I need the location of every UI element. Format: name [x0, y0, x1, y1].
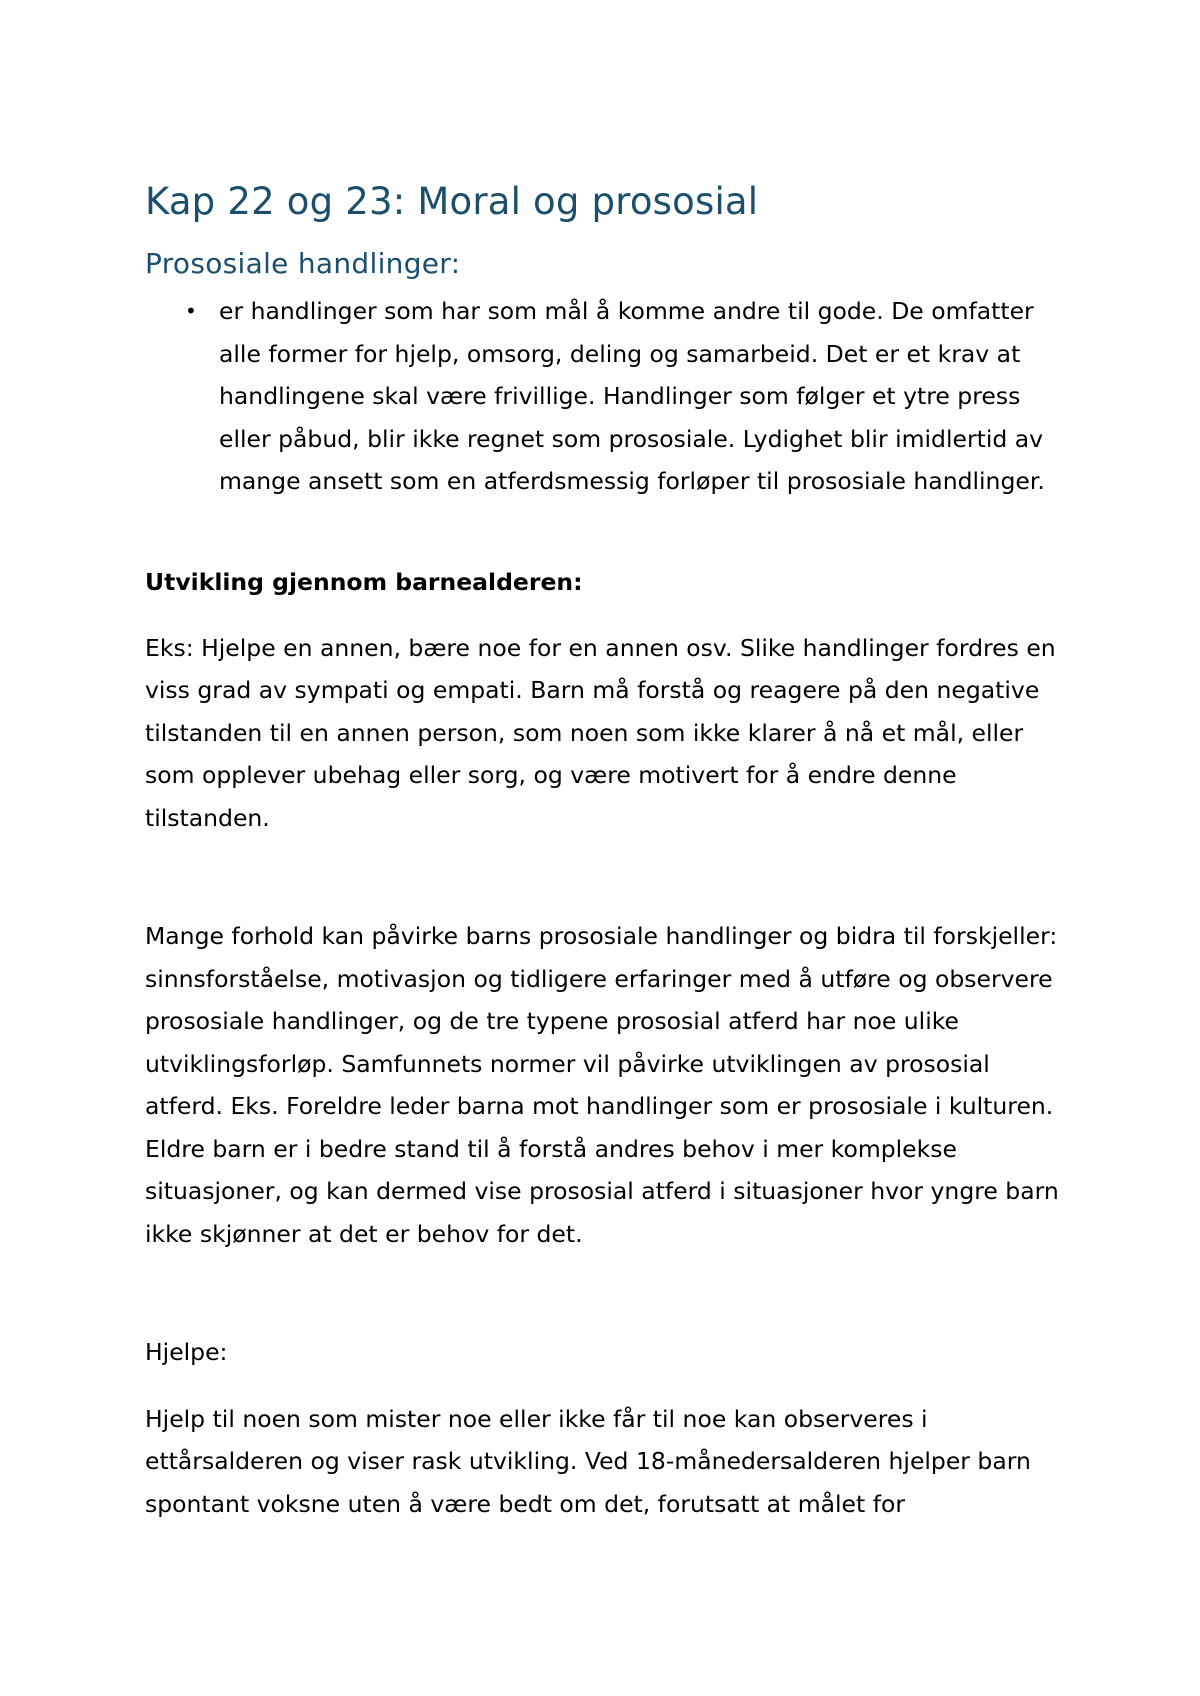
bullet-list	[145, 290, 1075, 503]
hjelpe-label: Hjelpe:	[145, 1338, 228, 1366]
section-subtitle: Prososiale handlinger:	[145, 247, 461, 280]
bullet-text: er handlinger som har som mål å komme andre til gode. De omfatter alle former for hjelp, omsorg, deling og samarbeid. Det er et krav at handlingene skal være frivillige. Handlinger som følger et ytre press eller påbud, blir ikke regnet som prososiale. Lydighet blir imidlertid av mange ansett som en atferdsmessig forløper til prososiale handlinger.	[219, 297, 1045, 495]
section-heading: Utvikling gjennom barnealderen:	[145, 567, 583, 596]
paragraph-2: Mange forhold kan påvirke barns prososiale handlinger og bidra til forskjeller: sinnsforståelse, motivasjon og tidligere erfaringer med å utføre og observere prososiale handlinger, og de tre typene prososial atferd har noe ulike utviklingsforløp. Samfunnets normer vil påvirke utviklingen av prososial atferd. Eks. Foreldre leder barna mot handlinger som er prososiale i kulturen. Eldre barn er i bedre stand til å forstå andres behov i mer komplekse situasjoner, og kan dermed vise prososial atferd i situasjoner hvor yngre barn ikke skjønner at det er behov for det.	[145, 922, 1059, 1248]
paragraph-3: Hjelp til noen som mister noe eller ikke får til noe kan observeres i ettårsalderen og viser rask utvikling. Ved 18-månedersalderen hjelper barn spontant voksne uten å være bedt om det, forutsatt at målet for	[145, 1404, 1031, 1518]
document-content	[145, 178, 1075, 1525]
list-item	[145, 290, 1075, 503]
bullet-symbol: •	[185, 299, 197, 323]
paragraph-1: Eks: Hjelpe en annen, bære noe for en annen osv. Slike handlinger fordres en viss grad av sympati og empati. Barn må forstå og reagere på den negative tilstanden til en annen person, som noen som ikke klarer å nå et mål, eller som opplever ubehag eller sorg, og være motivert for å endre denne tilstanden.	[145, 633, 1056, 832]
document-title: Kap 22 og 23: Moral og prososial	[145, 180, 759, 223]
